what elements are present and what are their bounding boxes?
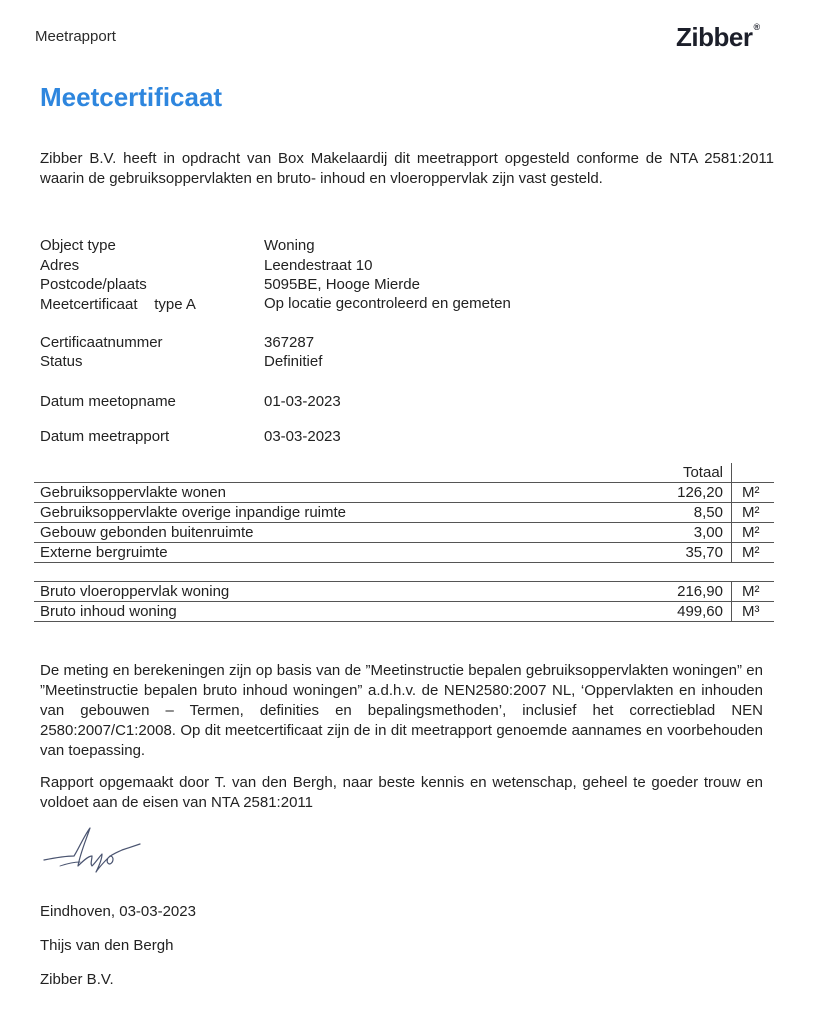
table-row-unit: M² (732, 503, 775, 523)
table-header-empty (34, 463, 647, 483)
table-total-unit: M² (732, 582, 775, 602)
table-row (34, 503, 774, 523)
measurement-table (34, 463, 774, 622)
logo-registered-mark: ® (753, 22, 760, 32)
info-value-address: Leendestraat 10 (264, 257, 373, 274)
table-spacer-row (34, 563, 774, 582)
info-label-certificate-type: Meetcertificaat type A (40, 296, 196, 313)
table-header-row (34, 463, 774, 483)
table-row-label: Gebruiksoppervlakte overige inpandige ruimte (34, 503, 647, 523)
report-statement-paragraph: Rapport opgemaakt door T. van den Bergh, naar beste kennis en wetenschap, geheel te goeder trouw en voldoet aan de eisen van NTA 2581:2011 (40, 774, 763, 811)
info-value-object-type: Woning (264, 237, 315, 254)
table-total-value: 499,60 (647, 602, 732, 622)
table-total-row (34, 602, 774, 622)
table-header-total: Totaal (682, 464, 723, 481)
document-header-title: Meetrapport (35, 28, 116, 45)
signatory-name: Thijs van den Bergh (40, 937, 174, 954)
spacer-cell (732, 563, 775, 582)
info-value-certificate-number: 367287 (264, 334, 315, 351)
table-row-label: Gebruiksoppervlakte wonen (34, 483, 647, 503)
table-row-value: 3,00 (647, 523, 732, 543)
table-total-label: Bruto inhoud woning (34, 602, 647, 622)
table-row-value: 8,50 (647, 503, 732, 523)
logo-text: Zibber (676, 22, 753, 52)
measurement-basis-paragraph: De meting en berekeningen zijn op basis van de ”Meetinstructie bepalen gebruiksoppervlakten woningen” en ”Meetinstructie bepalen bruto inhoud woningen” a.d.h.v. de NEN2580:2007 NL, ‘Oppervlakten en inhouden van gebouwen – Termen, definities en bepalingsmethoden’, inclusief het correctieblad NEN 2580:2007/C1:2008. Op dit meetcertificaat zijn de in dit meetrapport genoemde aannames en voorbehouden van toepassing. (40, 662, 763, 759)
table-row-value: 126,20 (647, 483, 732, 503)
info-value-measure-date: 01-03-2023 (264, 393, 341, 410)
info-label-measure-date: Datum meetopname (40, 393, 176, 410)
table-row-unit: M² (732, 543, 775, 563)
signatory-company: Zibber B.V. (40, 971, 114, 988)
table-total-value: 216,90 (647, 582, 732, 602)
table-row (34, 483, 774, 503)
info-label-object-type: Object type (40, 237, 116, 254)
page-title: Meetcertificaat (40, 82, 223, 112)
table-total-label: Bruto vloeroppervlak woning (34, 582, 647, 602)
table-row-value: 35,70 (647, 543, 732, 563)
table-row (34, 523, 774, 543)
intro-paragraph: Zibber B.V. heeft in opdracht van Box Makelaardij dit meetrapport opgesteld conforme de NTA 2581:2011 waarin de gebruiksoppervlakten en bruto- inhoud en vloeroppervlak zijn vast gesteld. (40, 150, 774, 187)
info-label-status: Status (40, 353, 83, 370)
signature-place-date: Eindhoven, 03-03-2023 (40, 903, 196, 920)
table-row-unit: M² (732, 523, 775, 543)
info-value-status: Definitief (264, 353, 323, 370)
info-label-address: Adres (40, 257, 80, 274)
zibber-logo (676, 22, 760, 53)
table-total-unit: M³ (732, 602, 775, 622)
table-header-unit (732, 463, 775, 483)
info-value-postcode: 5095BE, Hooge Mierde (264, 276, 420, 293)
handwritten-signature (40, 822, 150, 882)
table-row-label: Externe bergruimte (34, 543, 647, 563)
spacer-cell (647, 563, 732, 582)
info-label-certificate-number: Certificaatnummer (40, 334, 163, 351)
spacer-cell (34, 563, 647, 582)
table-total-row (34, 582, 774, 602)
info-value-certificate-type: Op locatie gecontroleerd en gemeten (264, 295, 511, 312)
table-row-label: Gebouw gebonden buitenruimte (34, 523, 647, 543)
info-value-report-date: 03-03-2023 (264, 428, 341, 445)
table-row (34, 543, 774, 563)
info-block (40, 237, 774, 447)
table-row-unit: M² (732, 483, 775, 503)
info-label-report-date: Datum meetrapport (40, 428, 170, 445)
info-label-postcode: Postcode/plaats (40, 276, 147, 293)
